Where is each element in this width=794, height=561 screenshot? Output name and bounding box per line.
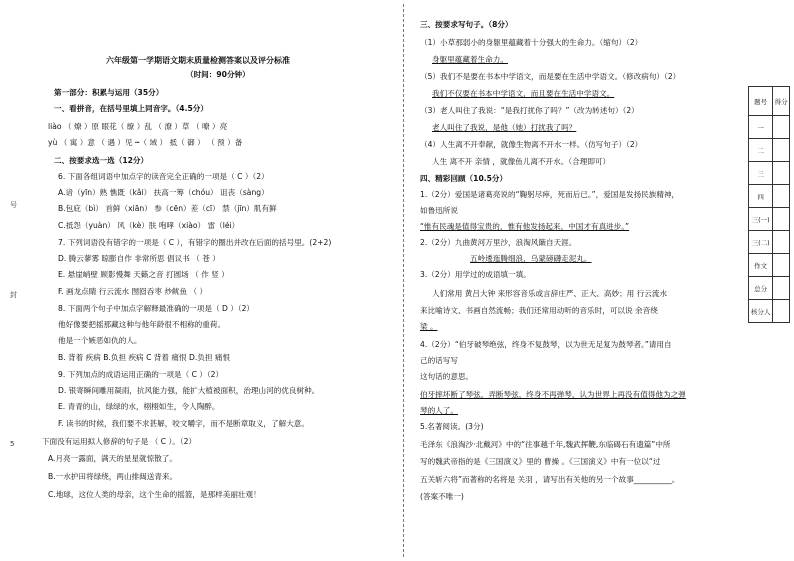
score-header-number: 题号 [749,87,773,116]
score-cell[interactable] [773,208,790,231]
answer: 琴的人了。 [420,406,458,415]
score-cell[interactable] [773,254,790,277]
question: 己的话写写 [420,356,458,365]
score-cell[interactable] [773,139,790,162]
question: （5）我们不是要在书本中学语文，而是要在生活中学语文。（修改病句）（2） [420,72,681,81]
answer: “惟有民魂是值得宝贵的，惟有他发扬起来，中国才有真进步。” [420,222,630,231]
question: （3）老人叫住了我说：“是我打扰你了吗？”（改为转述句）（2） [420,106,639,115]
score-cell[interactable] [773,185,790,208]
question: 9. 下列加点的成语运用正确的一项是（ C ）（2） [58,370,224,379]
option: B.包庇（bì） 首鲜（xiān） 参（cēn）差（cī） 禁（jīn）肌有鲜 [58,204,277,213]
answer: 写的魏武帝指的是《三国演义》里的 曹操 。《三国演义》中有一位以“过 [420,457,661,466]
binding-mark: 5 [10,440,15,448]
score-row-label: 三 [749,162,773,185]
option: C.地球，这位人类的母亲，这个生命的摇篮，是那样美丽壮观！ [48,490,261,499]
score-cell[interactable] [773,300,790,323]
pinyin-row: liào （ 燎 ）原 眼花（ 缭 ）乱 （ 潦 ）草 （ 嘹 ）亮 [48,122,228,131]
answer: 伯牙摔坏断了琴弦，弄断琴弦，终身不再弹琴，认为世界上再没有值得他为之弹 [420,390,686,399]
question: 3.（2分）用学过的成语填一填。 [420,270,531,279]
question: （1）小草那弱小的身躯里蕴藏着十分强大的生命力。（缩句）（2） [420,38,643,47]
question: 8. 下面两个句子中加点字解释最准确的一项是（ D ）（2） [58,304,255,313]
binding-mark: 号 [10,201,17,209]
score-row-label: 总分 [749,277,773,300]
score-cell[interactable] [773,116,790,139]
answer: 来比喻诗文、书画自然流畅；我们还常用动听的音乐时，可以说 余音绕 [420,306,658,315]
option: F. 读书的时候，我们要不求甚解，咬文嚼字，而不是断章取义，了解大意。 [58,419,309,428]
option: F. 画龙点睛 行云流水 囫囵吞枣 炒鱿鱼 （ ） [58,287,208,296]
score-row-label: 作文 [749,254,773,277]
question: 4.（2分）“伯牙破琴绝弦，终身不复鼓琴，以为世无足复为鼓琴者。”请用自 [420,340,672,349]
score-row-label: 二 [749,139,773,162]
option: C.抵怨（yuàn） 风（kè）肤 咆哮（xiào） 雷（léi） [58,221,240,230]
option: A.月亮一露面，满天的星星就惊散了。 [48,454,177,463]
page-title: 六年级第一学期语文期末质量检测答案以及评分标准 [106,56,290,65]
question: 这句话的意思。 [420,372,474,381]
sentence: 他是一个嫉恶如仇的人。 [58,336,142,345]
answer: 五关斩六将”而著称的名将是 关羽 ，请写出有关他的另一个故事__________。 [420,475,680,484]
score-header-score: 得分 [773,87,790,116]
answer: 五岭逶迤腾细浪，乌蒙磅礴走泥丸。 [470,254,592,263]
score-cell[interactable] [773,162,790,185]
option: E. 悬崖峭壁 顾影慢舞 天籁之音 打圆场 （ 作 竖 ） [58,270,229,279]
answer: 身躯里蕴藏着生命力。 [432,55,508,64]
question: 如鲁迅所说 [420,206,458,215]
score-row-label: 核分人 [749,300,773,323]
note: (答案不唯一) [420,492,464,501]
score-row-label: 四 [749,185,773,208]
answer: 人们常用 黄吕大钟 来形容音乐或言辞庄严、正大、高妙；用 行云流水 [432,289,668,298]
answer: 老人叫住了我说，是他（她）打扰我了吗？ [432,123,577,132]
option: D. 腾云蓼雾 晾膨自作 非常所思 倡议书 （ 苍 ） [58,254,220,263]
score-row-label: 一 [749,116,773,139]
answer: 人生 离不开 亲情 ，就像鱼儿离不开水。（合理即可） [432,157,611,166]
score-row-label: 三(一) [749,208,773,231]
binding-mark: 封 [10,291,17,299]
question: （4）人生离不开奉献，就像生物离不开水一样。（仿写句子）（2） [420,140,643,149]
answer: 我们不仅要在书本中学语文，而且要在生活中学语文。 [432,89,615,98]
section-heading: 二、按要求选一选（12分） [54,156,149,165]
option: A.谙（yīn）熟 憔既（kǎi） 扶高一筹（chóu） 诅丧（sàng） [58,188,269,197]
score-row-label: 三(二) [749,231,773,254]
section-heading: 一、看拼音，在括号里填上同音字。（4.5分） [54,104,208,113]
question: 7. 下列词语没有错字的一项是（ C ），有错字的圈出并改在后面的括号里。(2+2) [58,238,332,247]
answer: 梁 。 [420,322,438,331]
option: B. 背着 疾病 B.负担 疾病 C 背着 痛恨 D.负担 痛恨 [58,353,231,362]
part-heading: 第一部分：积累与运用（35分） [54,88,164,97]
score-cell[interactable] [773,231,790,254]
question: 5.名著阅读。(3分) [420,422,484,431]
section-heading: 三、按要求写句子。（8分） [420,20,513,29]
question: 下面没有运用拟人修辞的句子是 （ C ）。（2） [42,437,197,446]
question: 1.（2分）爱国是诸葛亮说的“鞠躬尽瘁，死而后已。”，爱国是发扬民族精神， [420,190,680,199]
option: E. 青青的山，绿绿的水，栩栩如生，令人陶醉。 [58,402,220,411]
column-divider [403,4,404,557]
question: 2.（2分）九曲黄河万里沙，浪淘风簸自天涯。 [420,238,577,247]
exam-time: （时间：90分钟） [186,70,250,79]
score-cell[interactable] [773,277,790,300]
pinyin-row: yù （ 寓 ）意 （ 遇 ）见 ┅（ 域 ） 抵（ 御 ） （ 预 ）备 [48,138,243,147]
section-heading: 四、精彩回顾（10.5分） [420,174,508,183]
option: D. 银寄瞬间雕用凝雨，抗风能力强，能扩大植被面积，治理山河的优良树种。 [58,386,320,395]
question: 6. 下面各组词语中加点字的读音完全正确的一项是（ C ）（2） [58,172,269,181]
score-table [748,86,790,323]
question: 毛泽东《浪淘沙·北戴河》中的“往事越千年,魏武挥鞭,东临碣石有遗篇”中所 [420,440,671,449]
option: B.一水护田将绿绕，两山排闼送青来。 [48,472,178,481]
sentence: 他好像要把摇那藏这种与他年龄很不相称的重荷。 [58,320,226,329]
